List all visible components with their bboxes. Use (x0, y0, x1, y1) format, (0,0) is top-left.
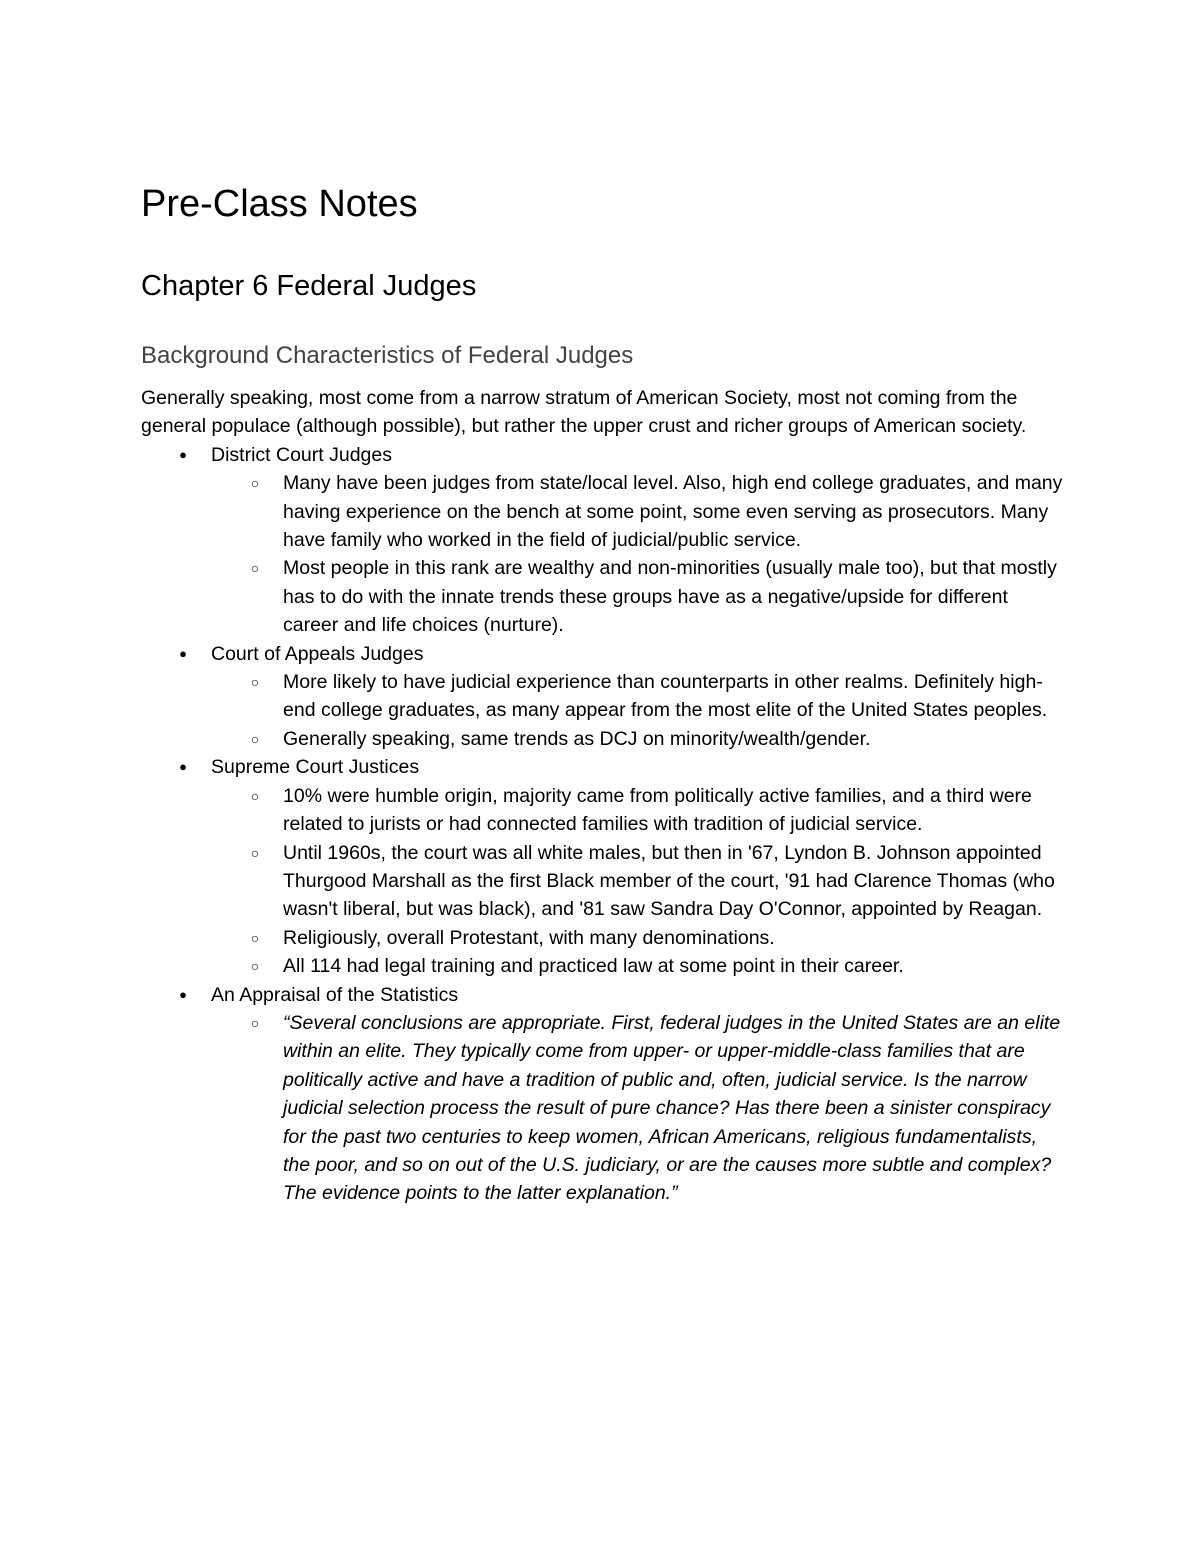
sub-list-item (250, 924, 1066, 952)
sub-list-item (250, 469, 1066, 554)
hollow-bullet-icon: ○ (250, 674, 260, 691)
hollow-bullet-icon: ○ (250, 929, 260, 946)
intro-paragraph: Generally speaking, most come from a narrow stratum of American Society, most not coming from the general populace (although possible), but rather the upper crust and richer groups of American society. (141, 387, 1027, 438)
sub-list-item-text: Generally speaking, same trends as DCJ on minority/wealth/gender. (283, 727, 871, 750)
hollow-bullet-icon: ○ (250, 958, 260, 975)
outline-list (141, 441, 1066, 1208)
hollow-bullet-icon: ○ (250, 475, 260, 492)
sub-list-item-text: All 114 had legal training and practiced law at some point in their career. (283, 955, 904, 978)
sub-list-item-text: More likely to have judicial experience than counterparts in other realms. Definitely high-end college graduates, as many appear from the most elite of the United States peoples. (283, 671, 1048, 722)
sub-list (211, 782, 1066, 981)
quotation-text: “Several conclusions are appropriate. First, federal judges in the United States are an elite within an elite. They typically come from upper- or upper-middle-class families that are politically active and have a tradition of public and, often, judicial service. Is the narrow judicial selection process the result of pure chance? Has there been a sinister conspiracy for the past two centuries to keep women, African Americans, religious fundamentalists, the poor, and so on out of the U.S. judiciary, or are the causes more subtle and complex? The evidence points to the latter explanation.” (283, 1011, 1061, 1205)
hollow-bullet-icon: ○ (250, 787, 260, 804)
filled-bullet-icon: ● (179, 645, 187, 661)
sub-list-item (250, 725, 1066, 753)
list-item-district-court (179, 441, 1066, 640)
list-item-label: Court of Appeals Judges (211, 642, 424, 665)
list-item-label: An Appraisal of the Statistics (211, 983, 459, 1006)
hollow-bullet-icon: ○ (250, 730, 260, 747)
sub-list-item (250, 952, 1066, 980)
section-heading: Background Characteristics of Federal Judges (141, 342, 634, 369)
list-item-appraisal (179, 981, 1066, 1208)
sub-list-item-text: 10% were humble origin, majority came from politically active families, and a third were related to jurists or had connected families with tradition of judicial service. (283, 784, 1032, 836)
filled-bullet-icon: ● (179, 446, 187, 462)
list-item-court-of-appeals (179, 640, 1066, 754)
sub-list-item-text: Until 1960s, the court was all white males, but then in '67, Lyndon B. Johnson appointed Thurgood Marshall as the first Black member of the court, '91 had Clarence Thomas (who wasn't liberal, but was black), and '81 saw Sandra Day O'Connor, appointed by Reagan. (283, 841, 1055, 921)
sub-list-item (250, 839, 1066, 924)
sub-list-item-text: Most people in this rank are wealthy and non-minorities (usually male too), but that mostly has to do with the innate trends these groups have as a negative/upside for different career and life choices (nurture). (283, 557, 1057, 637)
document-title: Pre-Class Notes (141, 183, 418, 225)
list-item-label: Supreme Court Justices (211, 756, 420, 779)
sub-list-item-text: Religiously, overall Protestant, with many denominations. (283, 926, 775, 949)
sub-list (211, 469, 1066, 639)
sub-list-item (250, 668, 1066, 725)
filled-bullet-icon: ● (179, 759, 187, 775)
hollow-bullet-icon: ○ (250, 560, 260, 577)
sub-list (211, 668, 1066, 753)
hollow-bullet-icon: ○ (250, 844, 260, 861)
document-body (141, 384, 1066, 1208)
list-item-label: District Court Judges (211, 443, 392, 466)
list-item-supreme-court (179, 753, 1066, 980)
sub-list-item-text: Many have been judges from state/local level. Also, high end college graduates, and many having experience on the bench at some point, some even serving as prosecutors. Many have family who worked in the field of judicial/public service. (283, 472, 1063, 552)
sub-list-item (250, 782, 1066, 839)
filled-bullet-icon: ● (179, 986, 187, 1002)
chapter-heading: Chapter 6 Federal Judges (141, 270, 477, 302)
sub-list-item (250, 554, 1066, 639)
sub-list (211, 1009, 1066, 1208)
sub-list-item (250, 1009, 1066, 1208)
hollow-bullet-icon: ○ (250, 1014, 260, 1031)
